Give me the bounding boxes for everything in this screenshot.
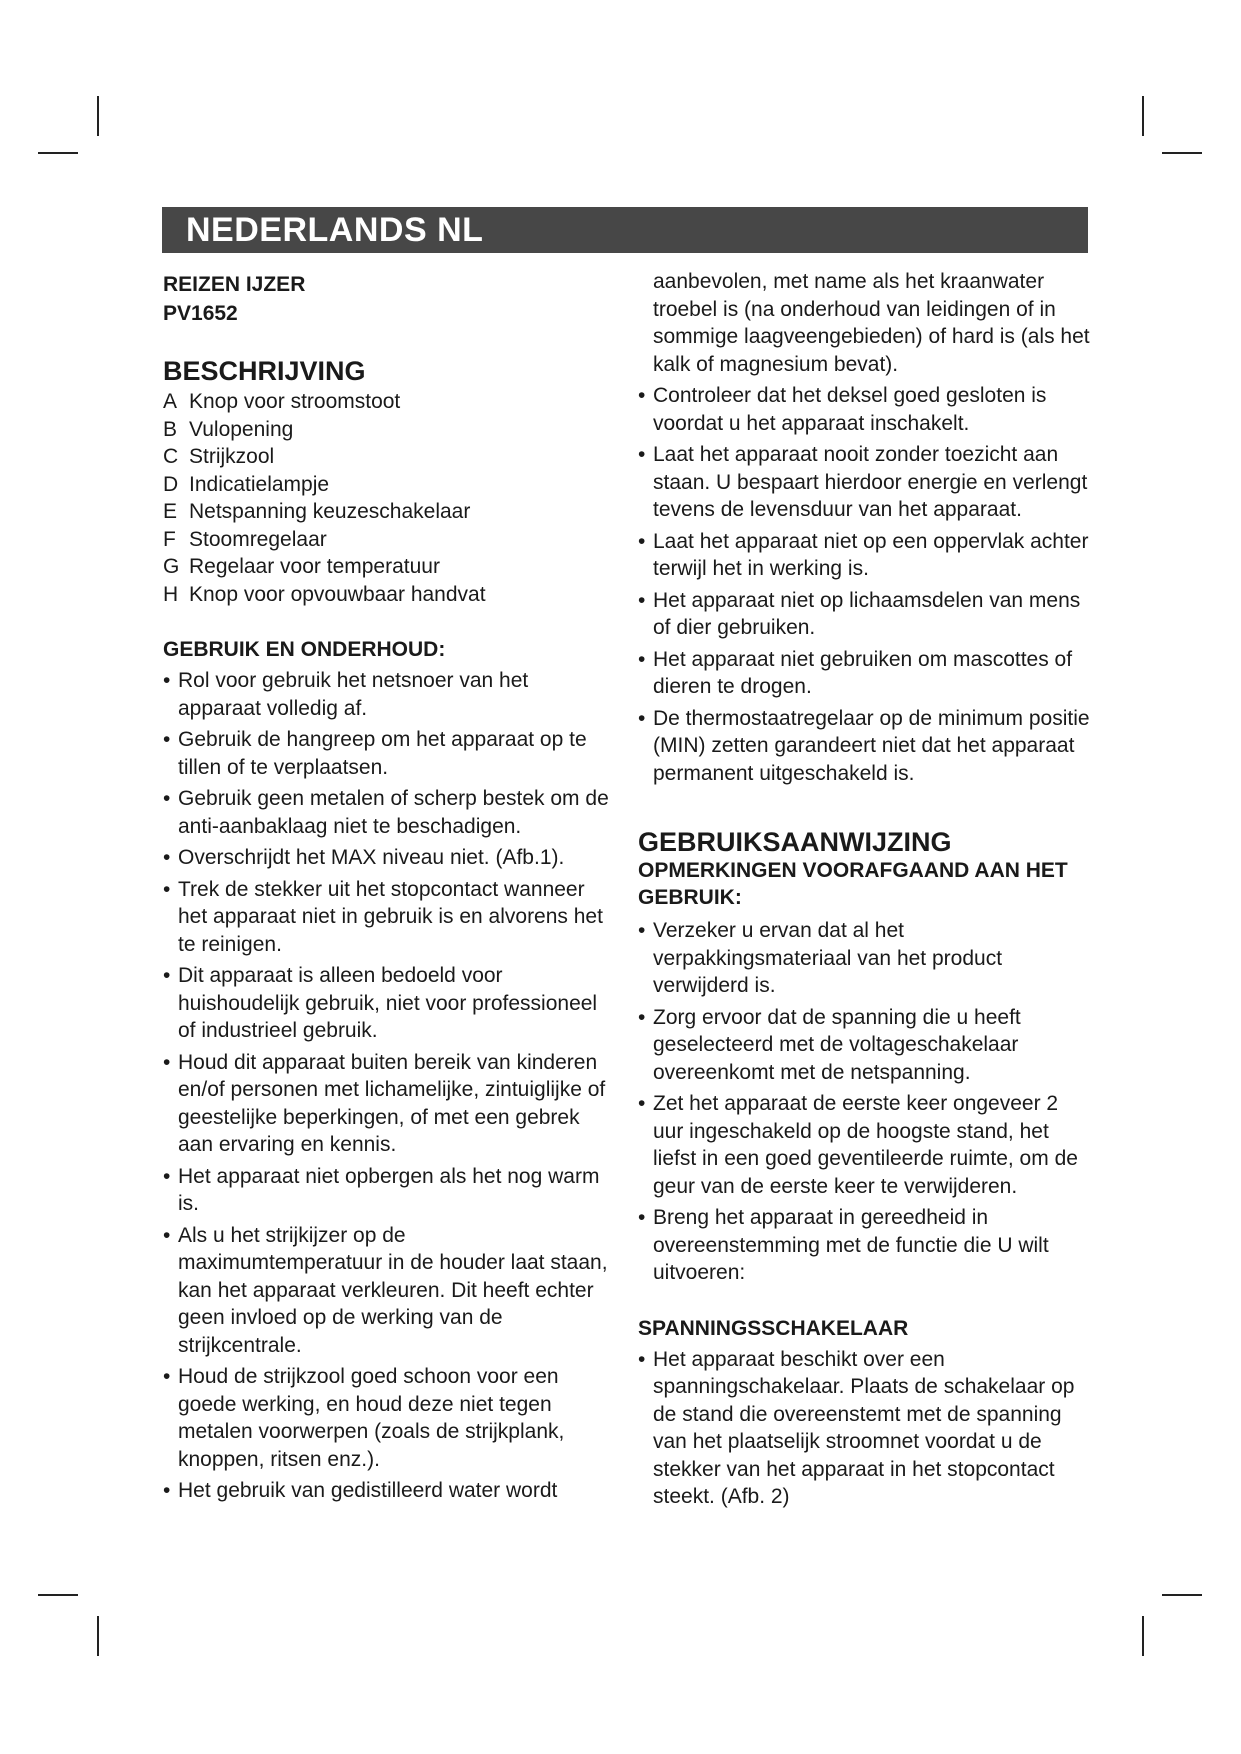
list-item: • Rol voor gebruik het netsnoer van het apparaat volledig af. (163, 667, 613, 722)
list-item: • Verzeker u ervan dat al het verpakkingsmateriaal van het product verwijderd is. (638, 917, 1090, 1000)
use-maintenance-list (163, 667, 613, 1505)
list-item-continuation: aanbevolen, met name als het kraanwater troebel is (na onderhoud van leidingen of in sommige laagveengebieden) of hard is (als het kalk of magnesium bevat). (653, 270, 1090, 376)
crop-mark-bottom-left (97, 1616, 99, 1656)
instructions-subtitle: OPMERKINGEN VOORAFGAAND AAN HET GEBRUIK: (638, 859, 1068, 909)
voltage-switch-title: SPANNINGSSCHAKELAAR (638, 1316, 909, 1340)
crop-mark-top-right-h (1162, 152, 1202, 154)
list-item: D Indicatielampje (163, 472, 330, 496)
list-item: • Het apparaat niet opbergen als het nog warm is. (163, 1163, 613, 1218)
list-item: G Regelaar voor temperatuur (163, 555, 440, 578)
voltage-switch-list (638, 1346, 1090, 1511)
list-item: • Het apparaat niet op lichaamsdelen van mens of dier gebruiken. (638, 587, 1090, 642)
description-title: BESCHRIJVING (163, 356, 366, 386)
list-item: • Het apparaat niet gebruiken om mascottes of dieren te drogen. (638, 646, 1090, 701)
list-item: • Gebruik geen metalen of scherp bestek om de anti-aanbaklaag niet te beschadigen. (163, 785, 613, 840)
list-item: • Controleer dat het deksel goed gesloten is voordat u het apparaat inschakelt. (638, 382, 1090, 437)
list-item: • Overschrijdt het MAX niveau niet. (Afb.1). (163, 844, 613, 872)
left-column (163, 270, 613, 1509)
list-item: • Het apparaat beschikt over een spanningschakelaar. Plaats de schakelaar op de stand die overeenstemt met de spanning van het plaatselijk stroomnet voordat u de stekker van het apparaat in het stopcontact steekt. (Afb. 2) (638, 1346, 1090, 1511)
crop-mark-top-left (97, 96, 99, 136)
list-item: • Houd de strijkzool goed schoon voor een goede werking, en houd deze niet tegen metalen voorwerpen (zoals de strijkplank, knoppen, ritsen enz.). (163, 1363, 613, 1473)
list-item: • Trek de stekker uit het stopcontact wanneer het apparaat niet in gebruik is en alvorens het te reinigen. (163, 876, 613, 959)
crop-mark-bottom-left-h (38, 1594, 78, 1596)
list-item: • Als u het strijkijzer op de maximumtemperatuur in de houder laat staan, kan het apparaat verkleuren. Dit heeft echter geen invloed op de werking van de strijkcentrale. (163, 1222, 613, 1360)
use-maintenance-title: GEBRUIK EN ONDERHOUD: (163, 638, 446, 661)
list-item: B Vulopening (163, 417, 294, 441)
list-item: • Dit apparaat is alleen bedoeld voor huishoudelijk gebruik, niet voor professioneel of industrieel gebruik. (163, 962, 613, 1045)
parts-list (163, 388, 613, 608)
crop-mark-top-right (1142, 96, 1144, 136)
instructions-title: GEBRUIKSAANWIJZING (638, 827, 952, 857)
list-item: • De thermostaatregelaar op de minimum positie (MIN) zetten garandeert niet dat het apparaat permanent uitgeschakeld is. (638, 705, 1090, 788)
list-item: • Gebruik de hangreep om het apparaat op te tillen of te verplaatsen. (163, 726, 613, 781)
instructions-list (638, 917, 1090, 1287)
use-maintenance-list-continued (638, 382, 1090, 787)
right-column (638, 268, 1090, 1515)
list-item: H Knop voor opvouwbaar handvat (163, 582, 486, 606)
list-item: • Breng het apparaat in gereedheid in overeenstemming met de functie die U wilt uitvoeren: (638, 1204, 1090, 1287)
list-item: A Knop voor stroomstoot (163, 390, 401, 413)
list-item: F Stoomregelaar (163, 527, 327, 551)
list-item: • Laat het apparaat niet op een oppervlak achter terwijl het in werking is. (638, 528, 1090, 583)
product-name: REIZEN IJZER (163, 273, 306, 296)
list-item: C Strijkzool (163, 445, 275, 468)
crop-mark-top-left-h (38, 152, 78, 154)
list-item: • Zet het apparaat de eerste keer ongeveer 2 uur ingeschakeld op de hoogste stand, het liefst in een goed geventileerde ruimte, om de geur van de eerste keer te verwijderen. (638, 1090, 1090, 1200)
list-item: E Netspanning keuzeschakelaar (163, 500, 471, 523)
crop-mark-bottom-right-h (1162, 1594, 1202, 1596)
list-item: • Houd dit apparaat buiten bereik van kinderen en/of personen met lichamelijke, zintuiglijke of geestelijke beperkingen, of met een gebrek aan ervaring en kennis. (163, 1049, 613, 1159)
list-item: • Het gebruik van gedistilleerd water wordt (163, 1477, 613, 1505)
list-item: • Laat het apparaat nooit zonder toezicht aan staan. U bespaart hierdoor energie en verlengt tevens de levensduur van het apparaat. (638, 441, 1090, 524)
list-item: • Zorg ervoor dat de spanning die u heeft geselecteerd met de voltageschakelaar overeenkomt met de netspanning. (638, 1004, 1090, 1087)
language-banner: NEDERLANDS NL (162, 207, 1088, 253)
crop-mark-bottom-right (1142, 1616, 1144, 1656)
product-model: PV1652 (163, 302, 238, 325)
